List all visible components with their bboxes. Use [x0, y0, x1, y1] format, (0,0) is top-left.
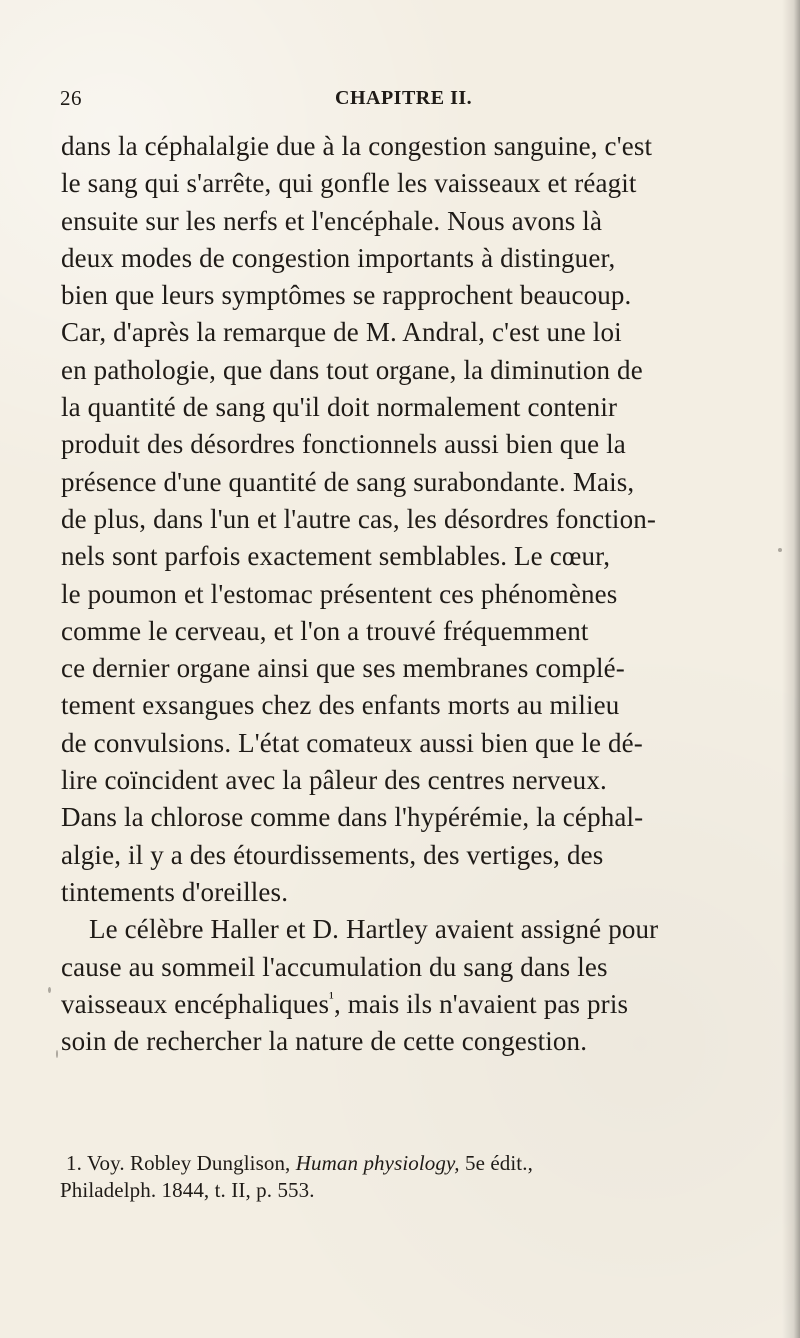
text-line: la quantité de sang qu'il doit normalement contenir: [61, 392, 618, 423]
text-line: deux modes de congestion importants à distinguer,: [61, 242, 616, 273]
text-line: de plus, dans l'un et l'autre cas, les désordres fonction-: [61, 503, 657, 534]
text-line: bien que leurs symptômes se rapprochent beaucoup.: [61, 280, 632, 311]
running-head: [60, 88, 740, 118]
footnote-title: Human physiology,: [295, 1151, 460, 1175]
text-line: le poumon et l'estomac présentent ces phénomènes: [61, 578, 618, 609]
text-line: comme le cerveau, et l'on a trouvé fréquemment: [61, 615, 589, 646]
paper-speck: [48, 987, 51, 993]
text-line: présence d'une quantité de sang surabondante. Mais,: [61, 466, 635, 497]
footnote-marker: 1.: [66, 1151, 82, 1175]
paper-speck: [56, 1050, 58, 1058]
chapter-title: CHAPITRE II.: [335, 87, 473, 109]
text-line: nels sont parfois exactement semblables. Le cœur,: [61, 541, 611, 572]
main-text: [61, 128, 726, 1060]
text-line: produit des désordres fonctionnels aussi bien que la: [61, 429, 626, 460]
text-fragment: vaisseaux encéphaliques: [61, 988, 330, 1019]
footnote: [60, 1150, 730, 1204]
text-line: [61, 986, 726, 1023]
text-line: tement exsangues chez des enfants morts au milieu: [61, 690, 620, 721]
paragraph-start-line: Le célèbre Haller et D. Hartley avaient assigné pour: [89, 914, 659, 945]
text-line: algie, il y a des étourdissements, des vertiges, des: [61, 839, 604, 870]
text-line: tintements d'oreilles.: [61, 876, 289, 907]
text-fragment: , mais ils n'avaient pas pris: [333, 988, 629, 1019]
footnote-text: Voy. Robley Dunglison,: [86, 1151, 296, 1175]
paper-speck: [778, 548, 782, 552]
footnote-line: Philadelph. 1844, t. II, p. 553.: [60, 1178, 315, 1202]
text-line: en pathologie, que dans tout organe, la diminution de: [61, 354, 643, 385]
text-line: ensuite sur les nerfs et l'encéphale. Nous avons là: [61, 205, 603, 236]
text-line: Dans la chlorose comme dans l'hypérémie, la céphal-: [61, 802, 644, 833]
text-line: Car, d'après la remarque de M. Andral, c'est une loi: [61, 317, 622, 348]
footnote-text: 5e édit.,: [459, 1151, 533, 1175]
text-line: le sang qui s'arrête, qui gonfle les vaisseaux et réagit: [61, 168, 637, 199]
footnote-line: [60, 1150, 730, 1177]
footnote-reference: ¹: [329, 989, 334, 1007]
page-number: 26: [60, 86, 82, 110]
text-line: ce dernier organe ainsi que ses membranes complé-: [61, 653, 625, 684]
text-line: de convulsions. L'état comateux aussi bien que le dé-: [61, 727, 643, 758]
text-line: lire coïncident avec la pâleur des centres nerveux.: [61, 765, 607, 796]
text-line: cause au sommeil l'accumulation du sang dans les: [61, 951, 608, 982]
text-line: soin de rechercher la nature de cette congestion.: [61, 1026, 588, 1057]
page-edge-shadow: [782, 0, 800, 1338]
text-line: dans la céphalalgie due à la congestion sanguine, c'est: [61, 131, 653, 161]
